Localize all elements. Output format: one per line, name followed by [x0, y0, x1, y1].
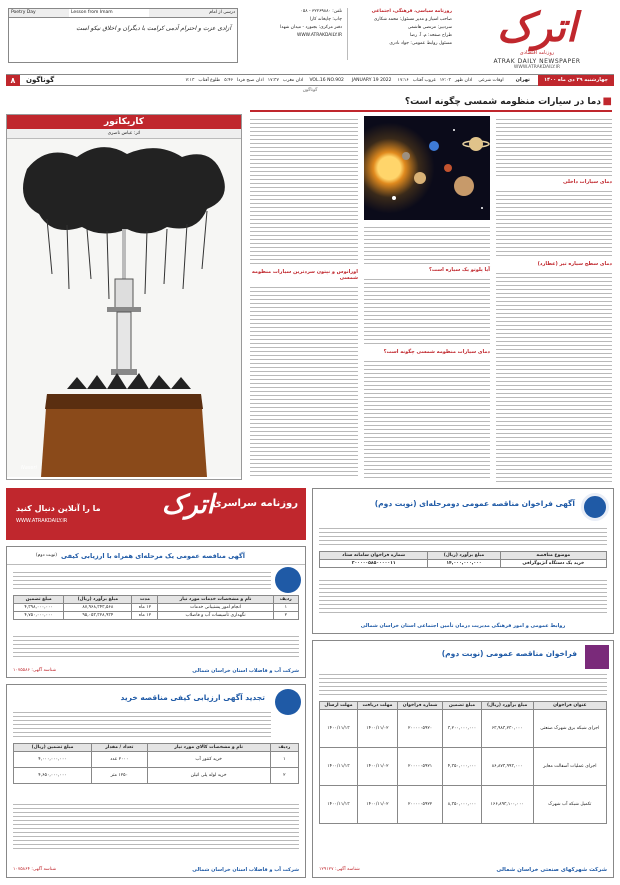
cartoon-author: اثر: عباس ناصری	[7, 129, 241, 139]
cartoon-image	[7, 139, 241, 477]
ad-water-company: شرکت آب و فاضلاب استان خراسان شمالی	[192, 668, 299, 674]
cartoon-panel	[6, 114, 242, 480]
th: موضوع مناقصه	[500, 552, 606, 560]
industry-logo	[585, 645, 609, 669]
table-row	[320, 786, 607, 824]
subhead: دمای سیارات منظومه شمسی چگونه است؟	[383, 349, 490, 355]
td: خرید کنتور آب	[147, 752, 270, 768]
banner-url[interactable]: WWW.ATRAKDAILY.IR	[16, 518, 68, 524]
ad-water-2	[6, 684, 306, 878]
contact-line: تلفن: ۳۲۲۶۹۸۸۰ - ۰۵۸	[300, 9, 342, 14]
banner-logo: اترک	[161, 490, 214, 520]
cartoon-signature: Naseri	[21, 465, 37, 471]
th: مبلغ تضمین	[14, 596, 64, 604]
td: ۸۶,۸۷۳,۹۹۳,۰۰۰	[481, 748, 533, 786]
th: مبلغ برآورد (ریال)	[64, 596, 132, 604]
article	[250, 96, 612, 481]
masthead-contact	[252, 8, 342, 40]
th: مهلت ارسال	[320, 702, 358, 710]
ad-water2-code: شناسه آگهی: ۱۰۷۵۸۶۴	[13, 867, 57, 872]
subhead: اورانوس و نپتون سردترین سیارات منظومه شمسی	[251, 269, 358, 281]
th: شماره فراخوان سامانه ستاد	[320, 552, 428, 560]
td: ۴,۳۹۸,۰۰۰,۰۰۰	[14, 604, 64, 612]
prayer-label: طلوع آفتاب	[198, 77, 221, 83]
city: تهران	[515, 77, 530, 83]
logo[interactable]	[462, 4, 612, 70]
ad-water2-table	[13, 743, 299, 784]
td: ۱۲ ماه	[132, 612, 158, 620]
td: ۸۷,۹۶۸,۳۴۳,۵۶۸	[64, 604, 132, 612]
td: ۴,۰۰۰,۰۰۰,۰۰۰	[14, 752, 92, 768]
welfare-logo	[581, 493, 609, 521]
td: ۱۴۰۰/۱۱/۰۲	[357, 748, 397, 786]
banner-line1: روزنامه سراسری	[212, 498, 298, 509]
td: ۲	[273, 612, 298, 620]
intro-line: روزنامه سیاسی، فرهنگی، اجتماعی	[371, 9, 452, 14]
th: تعداد / مقدار	[92, 744, 148, 752]
td: تکمیل شبکه آب شهرک	[533, 786, 606, 824]
solar-system-image	[364, 116, 490, 220]
td: ۴,۷۵۰,۰۰۰,۰۰۰	[14, 612, 64, 620]
prayer-label: اذان ظهر	[454, 77, 473, 83]
prayer-value: ۱۲:۰۳	[439, 77, 451, 83]
td: ۴,۳۵۰,۰۰۰,۰۰۰	[443, 748, 481, 786]
intro-line: سردبیر: مرتضی هاشمی	[407, 25, 452, 30]
article-col-middle	[364, 224, 490, 478]
td: ۲۰۰۰۰۰۵۹۲۱	[397, 748, 442, 786]
th: نام و مشخصات خدمات مورد نیاز	[158, 596, 273, 604]
ad-welfare-title: آگهی فراخوان مناقصه عمومی دومرحله‌ای (نوبت دوم)	[374, 499, 575, 508]
table-row	[320, 748, 607, 786]
th: ردیف	[270, 744, 298, 752]
prayer-value: ۱۷:۳۷	[267, 77, 279, 83]
td: اجرای عملیات آسفالت معابر	[533, 748, 606, 786]
section-label: گوناگون	[302, 88, 318, 93]
th: نام و مشخصات کالای مورد نیاز	[147, 744, 270, 752]
contact-line[interactable]: WWW.ATRAKDAILY.IR	[296, 33, 342, 38]
hadith-day: Poetry Day	[9, 9, 69, 17]
td: ۱	[270, 752, 298, 768]
table-row	[14, 768, 299, 784]
table-row	[14, 612, 299, 620]
table-row	[320, 560, 607, 568]
hadith-heading-en: Lesson from Imam	[71, 10, 113, 15]
ad-water2-company: شرکت آب و فاضلاب استان خراسان شمالی	[192, 867, 299, 873]
td: ۱۴۰۰/۱۱/۱۳	[320, 710, 358, 748]
ad-industry	[312, 640, 614, 878]
subhead: دمای سطح سیاره تیر (عطارد)	[537, 261, 612, 267]
ad-industry-table	[319, 701, 607, 824]
divider	[347, 8, 348, 60]
td: ۲۰۰۰ عدد	[92, 752, 148, 768]
ad-water2-title: تجدید آگهی ارزیابی کیفی مناقصه خرید	[120, 693, 265, 702]
logo-text: اترک	[496, 4, 578, 51]
masthead-url[interactable]: WWW.ATRAKDAILY.IR	[513, 65, 561, 70]
subhead: دمای سیارات داخلی	[562, 179, 612, 185]
logo-subtitle: روزنامه اقتصادی	[519, 50, 555, 56]
subhead: آیا پلوتو یک سیاره است؟	[429, 267, 490, 273]
td: خرید یک دستگاه آنژیوگرافی	[500, 560, 606, 568]
td: ۲	[270, 768, 298, 784]
th: مهلت دریافت	[357, 702, 397, 710]
th: مبلغ برآورد (ریال)	[481, 702, 533, 710]
td: ۸,۳۵۰,۰۰۰,۰۰۰	[443, 786, 481, 824]
water-logo	[275, 567, 301, 593]
prayer-label: اذان مغرب	[282, 77, 304, 83]
td: ۱۲ ماه	[132, 604, 158, 612]
ad-industry-company: شرکت شهرکهای صنعتی خراسان شمالی	[496, 867, 607, 873]
date-en: JANUARY 19 2022	[351, 77, 392, 83]
prayer-label: اوقات شرعی	[478, 77, 504, 83]
article-title-bar	[250, 96, 612, 112]
intro-line: مسئول روابط عمومی: جواد نادری	[389, 41, 452, 46]
prayer-label: اذان صبح فردا	[237, 77, 264, 83]
td: ۴,۶۵۰,۰۰۰,۰۰۰	[14, 768, 92, 784]
th: مبلغ برآورد (ریال)	[428, 552, 500, 560]
contact-line: دفتر مرکزی: بجنورد - میدان شهدا	[280, 25, 342, 30]
hadith-text: آزادی عزت و احترام آدمی کرامت با دیگران و اخلاق نیکو است	[76, 25, 231, 32]
td: ۲۰۰۰۰۰۵۸۵۰۰۰۰۰۱۱	[320, 560, 428, 568]
prayer-value: ۱۷:۱۶	[397, 77, 409, 83]
td: ۱	[273, 604, 298, 612]
cartoon-title: کاریکاتور	[7, 115, 241, 129]
contact-line: چاپ: چاپخانه کارا	[309, 17, 342, 22]
table-row	[14, 752, 299, 768]
online-banner[interactable]	[6, 488, 306, 540]
td: ۱۴,۰۰۰,۰۰۰,۰۰۰	[428, 560, 500, 568]
ad-welfare-table	[319, 551, 607, 568]
td: ۲۰۰۰۰۰۵۹۲۰	[397, 710, 442, 748]
ad-water-table	[13, 595, 299, 620]
ad-industry-title: فراخوان مناقصه عمومی (نوبت دوم)	[441, 649, 577, 658]
water2-logo	[275, 689, 301, 715]
th: شماره فراخوان	[397, 702, 442, 710]
masthead	[0, 0, 620, 78]
th: مدت	[132, 596, 158, 604]
page-number: ۸	[6, 75, 20, 86]
ad-welfare	[312, 488, 614, 634]
date-bar	[6, 74, 614, 86]
page-title: گوناگون	[26, 76, 55, 84]
td: ۱۴۰۰/۱۱/۰۲	[357, 786, 397, 824]
ad-industry-code: شناسه آگهی: ۱۲۹۱۲۷	[319, 867, 360, 872]
th: عنوان فراخوان	[533, 702, 606, 710]
td: ۱۴۰۰/۱۱/۱۳	[320, 748, 358, 786]
ad-welfare-footer: روابط عمومی و امور فرهنگی مدیریت درمان تأمین اجتماعی استان خراسان شمالی	[360, 623, 566, 629]
td: ۱۴۰۰/۱۱/۱۳	[320, 786, 358, 824]
th: مبلغ تضمین	[443, 702, 481, 710]
masthead-intro	[352, 8, 452, 48]
td: خرید لوله پلی اتیلن	[147, 768, 270, 784]
td: انجام امور پشتیبانی خدمات	[158, 604, 273, 612]
title-bullet: ■	[602, 96, 612, 107]
th: مبلغ تضمین (ریال)	[14, 744, 92, 752]
ad-water-title: آگهی مناقصه عمومی یک مرحله‌ای همراه با ارزیابی کیفی	[61, 551, 245, 560]
hadith-heading-fa: درسی از امام	[149, 9, 237, 17]
td: ۹۵,۰۵۳,۳۲۸,۹۳۴	[64, 612, 132, 620]
td: نگهداری تأسیسات آب و فاضلاب	[158, 612, 273, 620]
prayer-value: ۷:۱۳	[185, 77, 195, 83]
td: ۱۴۰۰/۱۱/۰۲	[357, 710, 397, 748]
table-row	[320, 710, 607, 748]
td: ۱۲۵۰ متر	[92, 768, 148, 784]
english-name: ATRAK DAILY NEWSPAPER	[493, 58, 581, 65]
vol: VOL.16 NO.902	[309, 77, 344, 83]
table-row	[14, 604, 299, 612]
intro-line: طراح صفحه: م. آ. رضا	[409, 33, 452, 38]
ad-water	[6, 546, 306, 678]
td: ۳,۲۰۰,۰۰۰,۰۰۰	[443, 710, 481, 748]
prayer-label: غروب آفتاب	[412, 77, 436, 83]
ad-water-tag: (نوبت دوم)	[35, 553, 58, 558]
th: ردیف	[273, 596, 298, 604]
hadith-box	[8, 8, 238, 63]
intro-line: صاحب امتیاز و مدیر مسئول: محمد شکاری	[373, 17, 452, 22]
article-col-right	[496, 116, 612, 478]
td: ۱۶۶,۸۹۳,۱۰۰,۰۰۰	[481, 786, 533, 824]
td: ۶۳,۹۸۳,۲۳۰,۰۰۰	[481, 710, 533, 748]
article-col-left	[250, 116, 358, 478]
date-fa: چهارشنبه ۲۹ دی ماه ۱۴۰۰	[538, 75, 614, 86]
ad-water-code: شناسه آگهی: ۱۰۷۵۵۸۶	[13, 668, 57, 673]
banner-line2: ما را آنلاین دنبال کنید	[16, 504, 101, 513]
td: ۲۰۰۰۰۰۵۹۲۲	[397, 786, 442, 824]
article-title: دما در سیارات منظومه شمسی چگونه است؟	[404, 97, 601, 107]
td: اجرای شبکه برق شهرک صنعتی	[533, 710, 606, 748]
prayer-value: ۵:۴۶	[224, 77, 234, 83]
